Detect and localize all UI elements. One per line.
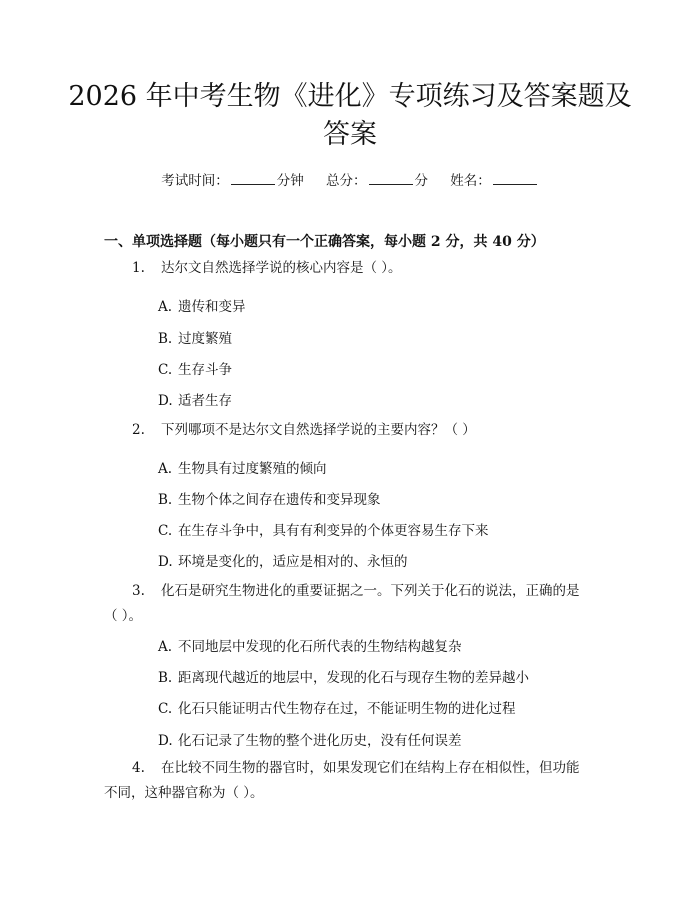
option-text: 化石只能证明古代生物存在过，不能证明生物的进化过程 [178, 701, 516, 717]
question-3-option-c [158, 697, 516, 717]
question-text: 在比较不同生物的器官时，如果发现它们在结构上存在相似性，但功能不同，这种器官称为（ ）。 [104, 760, 580, 801]
exam-time-blank [231, 172, 275, 185]
question-2-option-c [158, 519, 489, 539]
question-4 [104, 756, 590, 806]
option-letter: A. [158, 299, 173, 315]
question-3-option-b [158, 666, 529, 686]
exam-time-unit: 分钟 [276, 173, 304, 189]
option-text: 过度繁殖 [178, 331, 232, 347]
total-score [326, 169, 428, 189]
question-1-option-d [158, 389, 232, 409]
question-2 [132, 418, 476, 443]
option-text: 遗传和变异 [178, 299, 246, 315]
option-text: 生存斗争 [178, 362, 232, 378]
option-text: 不同地层中发现的化石所代表的生物结构越复杂 [178, 639, 462, 655]
option-text: 在生存斗争中，具有有利变异的个体更容易生存下来 [178, 523, 489, 539]
question-number: 4. [132, 760, 145, 776]
student-name-label: 姓名： [450, 173, 491, 189]
question-2-option-b [158, 488, 381, 508]
question-1-option-c [158, 358, 232, 378]
option-letter: D. [158, 554, 173, 570]
question-3-option-d [158, 729, 462, 749]
option-text: 生物具有过度繁殖的倾向 [178, 461, 327, 477]
exam-time-label: 考试时间： [161, 173, 229, 189]
question-number: 1. [132, 260, 145, 276]
exam-info-line [0, 169, 700, 189]
option-letter: A. [158, 461, 173, 477]
option-text: 距离现代越近的地层中，发现的化石与现存生物的差异越小 [178, 670, 529, 686]
question-1-option-b [158, 327, 232, 347]
option-letter: C. [158, 701, 173, 717]
student-name [450, 169, 539, 189]
option-text: 适者生存 [178, 393, 232, 409]
question-1 [132, 256, 402, 281]
option-letter: D. [158, 393, 173, 409]
option-letter: B. [158, 331, 173, 347]
option-text: 生物个体之间存在遗传和变异现象 [178, 492, 381, 508]
option-letter: D. [158, 733, 173, 749]
option-text: 化石记录了生物的整个进化历史，没有任何误差 [178, 733, 462, 749]
page-title: 2026 年中考生物《进化》专项练习及答案题及答案 [68, 81, 632, 150]
question-2-option-d [158, 550, 408, 570]
total-score-blank [369, 172, 413, 185]
option-letter: A. [158, 639, 173, 655]
question-3-option-a [158, 635, 462, 655]
total-score-label: 总分： [326, 173, 367, 189]
question-text: 达尔文自然选择学说的核心内容是（ ）。 [161, 260, 402, 276]
student-name-blank [493, 172, 537, 185]
exam-time [161, 169, 304, 189]
section-heading: 一、单项选择题（每小题只有一个正确答案，每小题 2 分，共 40 分） [104, 234, 545, 250]
option-letter: B. [158, 492, 173, 508]
question-text: 下列哪项不是达尔文自然选择学说的主要内容？（ ） [161, 422, 476, 438]
question-text: 化石是研究生物进化的重要证据之一。下列关于化石的说法，正确的是（ ）。 [104, 583, 580, 624]
question-number: 2. [132, 422, 145, 438]
question-number: 3. [132, 583, 145, 599]
question-2-option-a [158, 457, 327, 477]
option-letter: C. [158, 362, 173, 378]
question-3 [104, 579, 590, 629]
total-score-unit: 分 [414, 173, 428, 189]
option-text: 环境是变化的，适应是相对的、永恒的 [178, 554, 408, 570]
option-letter: C. [158, 523, 173, 539]
option-letter: B. [158, 670, 173, 686]
question-1-option-a [158, 295, 246, 315]
